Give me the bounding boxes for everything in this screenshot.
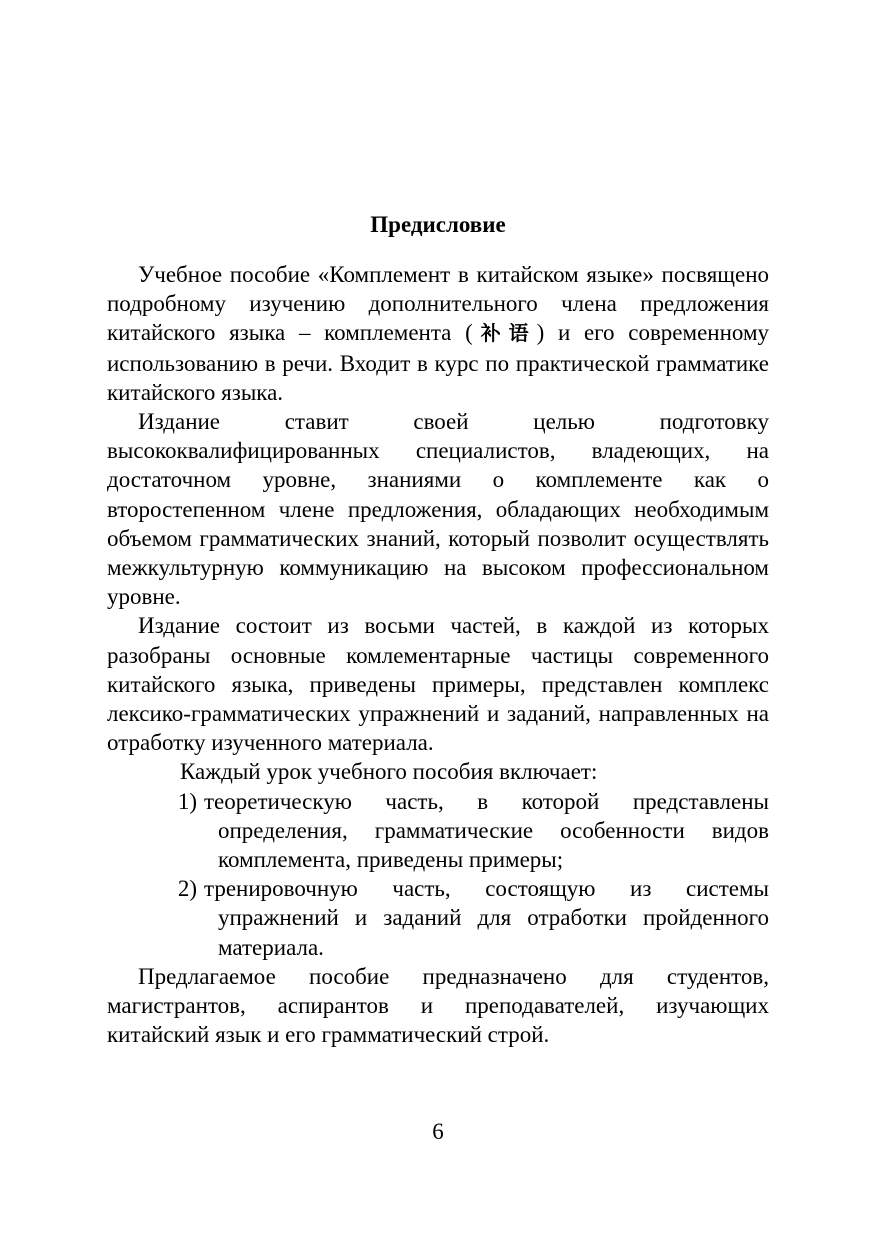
paragraph-1 bbox=[107, 260, 769, 407]
chinese-term: 补语 bbox=[472, 321, 537, 346]
list-item-text: тренировочную часть, состоящую из системы упражнений и заданий для отработки пройденного материала. bbox=[204, 876, 769, 960]
list-item bbox=[107, 787, 769, 875]
paragraph-1-part-1: Учебное пособие «Комплемент в китайском языке» посвящено подробному изучению дополнительного члена предложения китайского языка – комплемента ( bbox=[107, 262, 769, 346]
list-item-text: теоретическую часть, в которой представлены определения, грамматические особенности видов комплемента, приведены примеры; bbox=[204, 788, 769, 873]
paragraph-4: Предлагаемое пособие предназначено для студентов, магистрантов, аспирантов и преподавателей, изучающих китайский язык и его грамматический строй. bbox=[107, 963, 769, 1048]
page-number: 6 bbox=[432, 1119, 444, 1144]
paragraph-3: Издание состоит из восьми частей, в каждой из которых разобраны основные комлементарные частицы современного китайского языка, приведены примеры, представлен комплекс лексико-грамматических упражнений и заданий, направленных на отработку изученного материала. bbox=[107, 613, 769, 756]
list-marker: 2) bbox=[177, 876, 197, 902]
list-item bbox=[107, 874, 769, 962]
preface-body bbox=[107, 260, 769, 1049]
lesson-components-list bbox=[107, 787, 769, 962]
list-marker: 1) bbox=[177, 788, 197, 814]
paragraph-1-part-2: ) и его современному использованию в речи. Входит в курс по практической грамматике китайского языка. bbox=[107, 320, 770, 405]
paragraph-2: Издание ставит своей целью подготовку высококвалифицированных специалистов, владеющих, на достаточном уровне, знаниями о комплементе как о второстепенном члене предложения, обладающих необходимым объемом грамматических знаний, который позволит осуществлять межкультурную коммуникацию на высоком профессиональном уровне. bbox=[107, 409, 769, 610]
page-title: Предисловие bbox=[370, 212, 506, 237]
list-intro: Каждый урок учебного пособия включает: bbox=[180, 759, 598, 785]
